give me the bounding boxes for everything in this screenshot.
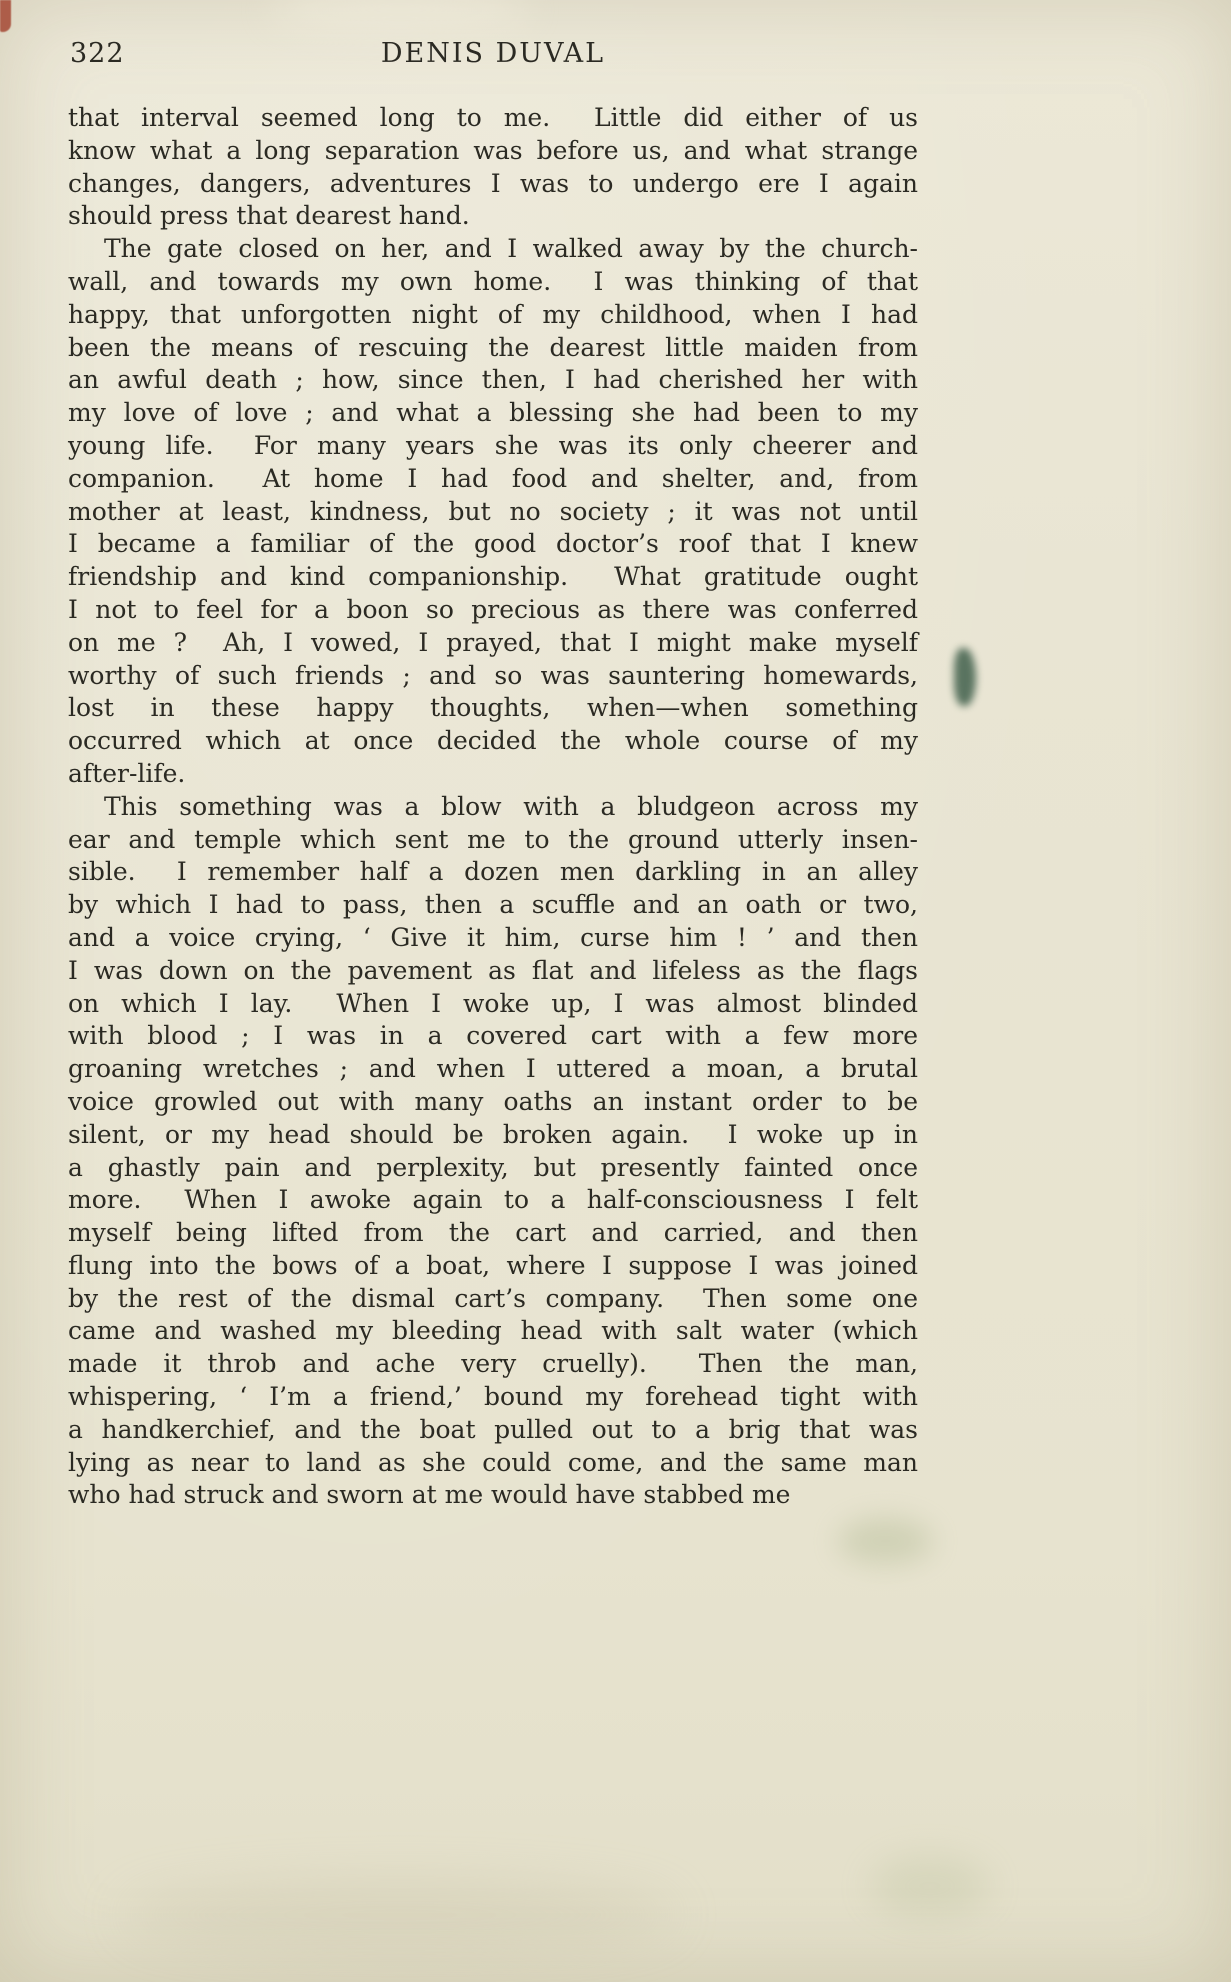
text-line: know what a long separation was before us, and what strange [68, 135, 918, 165]
text-line: mother at least, kindness, but no society ; it was not until [68, 496, 918, 526]
page-content [68, 38, 918, 1512]
text-line: The gate closed on her, and I walked away by the church- [104, 234, 918, 264]
scan-artifact-moss-patch [838, 1518, 933, 1564]
text-line: came and washed my bleeding head with salt water (which [68, 1316, 918, 1346]
scan-shadow [120, 1880, 680, 1950]
scan-artifact-moss-patch [870, 1856, 990, 1916]
text-line: lost in these happy thoughts, when—when something [68, 693, 918, 723]
text-line: changes, dangers, adventures I was to undergo ere I again [68, 168, 918, 198]
text-line: who had struck and sworn at me would have stabbed me [68, 1480, 791, 1510]
text-line: and a voice crying, ‘ Give it him, curse him ! ’ and then [68, 922, 918, 952]
text-line: whispering, ‘ I’m a friend,’ bound my forehead tight with [68, 1382, 918, 1412]
text-line: after-life. [68, 758, 186, 788]
text-line: happy, that unforgotten night of my childhood, when I had [68, 299, 918, 329]
text-line: my love of love ; and what a blessing she had been to my [68, 398, 918, 428]
text-line: should press that dearest hand. [68, 201, 470, 231]
text-line: worthy of such friends ; and so was sauntering homewards, [68, 660, 918, 690]
text-line: with blood ; I was in a covered cart with a few more [68, 1021, 918, 1051]
text-line: a handkerchief, and the boat pulled out to a brig that was [68, 1414, 918, 1444]
running-title: DENIS DUVAL [380, 38, 606, 69]
text-line: I became a familiar of the good doctor’s roof that I knew [68, 529, 918, 559]
text-line: by the rest of the dismal cart’s company. Then some one [68, 1283, 918, 1313]
paragraph [68, 102, 918, 233]
text-line: ear and temple which sent me to the ground utterly insen- [68, 824, 918, 854]
text-line: on me ? Ah, I vowed, I prayed, that I might make myself [68, 627, 918, 657]
scan-artifact-green-smudge [954, 648, 976, 706]
text-line: I not to feel for a boon so precious as there was conferred [68, 594, 918, 624]
text-line: been the means of rescuing the dearest little maiden from [68, 332, 918, 362]
text-line: companion. At home I had food and shelter, and, from [68, 463, 918, 493]
scan-artifact-red-corner [0, 0, 11, 32]
text-line: flung into the bows of a boat, where I suppose I was joined [68, 1250, 918, 1280]
text-line: by which I had to pass, then a scuffle and an oath or two, [68, 890, 918, 920]
text-line: more. When I awoke again to a half-consciousness I felt [68, 1185, 918, 1215]
text-block [68, 102, 918, 1512]
text-line: silent, or my head should be broken again. I woke up in [68, 1119, 918, 1149]
paragraph [68, 791, 918, 1513]
text-line: groaning wretches ; and when I uttered a moan, a brutal [68, 1054, 918, 1084]
page-header [68, 38, 918, 78]
text-line: lying as near to land as she could come, and the same man [68, 1447, 918, 1477]
text-line: occurred which at once decided the whole course of my [68, 726, 918, 756]
paragraph [68, 233, 918, 791]
text-line: voice growled out with many oaths an instant order to be [68, 1086, 918, 1116]
text-line: friendship and kind companionship. What gratitude ought [68, 562, 918, 592]
text-line: young life. For many years she was its only cheerer and [68, 430, 918, 460]
text-line: I was down on the pavement as flat and lifeless as the flags [68, 955, 918, 985]
scan-light-patch [270, 0, 530, 30]
text-line: that interval seemed long to me. Little did either of us [68, 103, 918, 132]
text-line: made it throb and ache very cruelly). Then the man, [68, 1349, 918, 1379]
text-line: wall, and towards my own home. I was thinking of that [68, 266, 918, 296]
text-line: This something was a blow with a bludgeon across my [104, 791, 918, 821]
text-line: sible. I remember half a dozen men darkling in an alley [68, 857, 918, 887]
text-line: a ghastly pain and perplexity, but presently fainted once [68, 1152, 918, 1182]
text-line: on which I lay. When I woke up, I was almost blinded [68, 988, 918, 1018]
text-line: myself being lifted from the cart and carried, and then [68, 1218, 918, 1248]
text-line: an awful death ; how, since then, I had cherished her with [68, 365, 918, 395]
page-number: 322 [70, 38, 125, 69]
